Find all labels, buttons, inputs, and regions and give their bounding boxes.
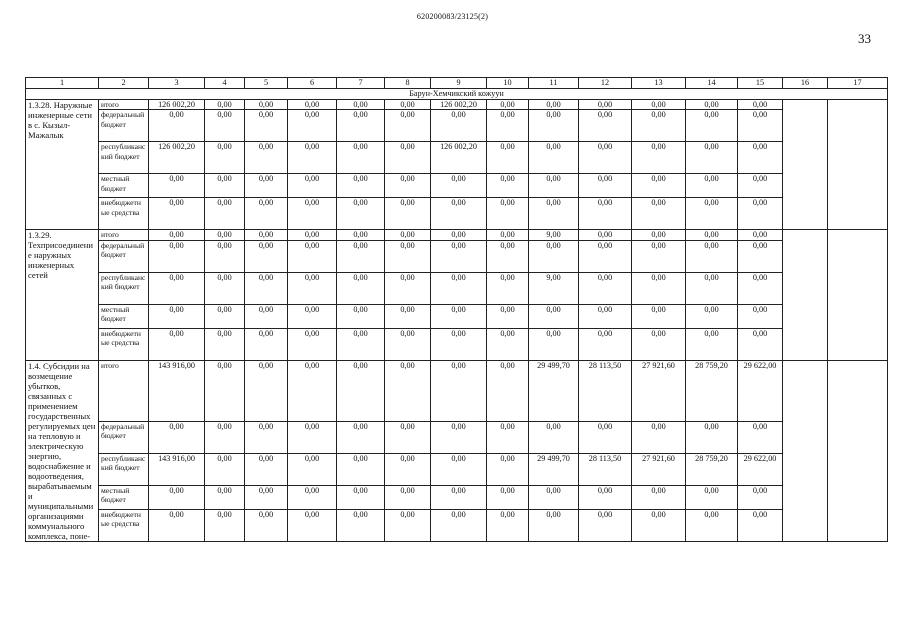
amount-cell: 0,00: [686, 240, 738, 272]
amount-cell: 0,00: [288, 360, 337, 421]
amount-cell: 0,00: [738, 230, 783, 240]
amount-cell: 0,00: [686, 421, 738, 453]
amount-cell: 0,00: [632, 110, 686, 142]
amount-cell: 0,00: [288, 485, 337, 509]
amount-cell: 0,00: [738, 100, 783, 110]
amount-cell: 0,00: [337, 142, 385, 174]
amount-cell: 0,00: [487, 142, 529, 174]
amount-cell: 143 916,00: [149, 360, 205, 421]
column-number-cell: 8: [385, 78, 431, 89]
amount-cell: 0,00: [487, 100, 529, 110]
funding-source: местный бюджет: [99, 304, 149, 328]
amount-cell: 0,00: [431, 509, 487, 541]
amount-cell: 126 002,20: [149, 142, 205, 174]
amount-cell: 28 113,50: [579, 360, 632, 421]
funding-source: федеральный бюджет: [99, 421, 149, 453]
amount-cell: 0,00: [431, 453, 487, 485]
amount-cell: 0,00: [431, 110, 487, 142]
amount-cell: 0,00: [385, 142, 431, 174]
amount-cell: 29 622,00: [738, 453, 783, 485]
amount-cell: 0,00: [487, 272, 529, 304]
table-body: [26, 78, 888, 542]
funding-source: местный бюджет: [99, 174, 149, 198]
amount-cell: 0,00: [738, 240, 783, 272]
amount-cell: 0,00: [632, 100, 686, 110]
amount-cell: 0,00: [632, 421, 686, 453]
amount-cell: 0,00: [487, 421, 529, 453]
amount-cell: 0,00: [579, 230, 632, 240]
amount-cell: 0,00: [579, 509, 632, 541]
column-number-cell: 7: [337, 78, 385, 89]
amount-cell: 0,00: [288, 509, 337, 541]
table-row: [26, 272, 888, 304]
amount-cell: 0,00: [529, 142, 579, 174]
column-number-cell: 6: [288, 78, 337, 89]
table-row: [26, 328, 888, 360]
column-number-row: [26, 78, 888, 89]
amount-cell: 0,00: [579, 142, 632, 174]
amount-cell: 0,00: [738, 509, 783, 541]
amount-cell: 0,00: [205, 421, 245, 453]
amount-cell: 0,00: [245, 485, 288, 509]
amount-cell: 0,00: [738, 198, 783, 230]
amount-cell: 0,00: [337, 110, 385, 142]
amount-cell: 0,00: [288, 272, 337, 304]
amount-cell: 0,00: [245, 174, 288, 198]
amount-cell: 0,00: [738, 110, 783, 142]
table-row: [26, 100, 888, 110]
amount-cell: 0,00: [431, 230, 487, 240]
amount-cell: 0,00: [529, 328, 579, 360]
amount-cell: 0,00: [205, 110, 245, 142]
amount-cell: 0,00: [385, 198, 431, 230]
amount-cell: 126 002,20: [149, 100, 205, 110]
amount-cell: 0,00: [487, 360, 529, 421]
amount-cell: 0,00: [738, 485, 783, 509]
amount-cell: 0,00: [205, 100, 245, 110]
amount-cell: 28 113,50: [579, 453, 632, 485]
amount-cell: 0,00: [529, 304, 579, 328]
amount-cell: 0,00: [579, 272, 632, 304]
column-number-cell: 4: [205, 78, 245, 89]
amount-cell: 0,00: [245, 100, 288, 110]
amount-cell: 0,00: [288, 198, 337, 230]
amount-cell: 126 002,20: [431, 100, 487, 110]
amount-cell: 0,00: [738, 421, 783, 453]
amount-cell: 0,00: [738, 328, 783, 360]
amount-cell: 0,00: [632, 230, 686, 240]
col17-cell: [828, 100, 888, 230]
funding-source: итого: [99, 230, 149, 240]
amount-cell: 0,00: [686, 230, 738, 240]
amount-cell: 0,00: [245, 509, 288, 541]
amount-cell: 0,00: [205, 198, 245, 230]
amount-cell: 0,00: [579, 198, 632, 230]
amount-cell: 0,00: [245, 421, 288, 453]
amount-cell: 0,00: [579, 100, 632, 110]
measure-name: 1.4. Субсидии на возмещение убытков, связанных с применением государственных регулируемых цен на тепловую и электрическую энергию, водоснабжение и водоотведения, вырабатываемыми муниципальными организациями коммунального комплекса, поне-: [26, 360, 99, 541]
amount-cell: 0,00: [337, 360, 385, 421]
amount-cell: 0,00: [738, 304, 783, 328]
amount-cell: 0,00: [579, 485, 632, 509]
amount-cell: 0,00: [686, 509, 738, 541]
column-number-cell: 11: [529, 78, 579, 89]
column-number-cell: 12: [579, 78, 632, 89]
amount-cell: 0,00: [149, 174, 205, 198]
amount-cell: 0,00: [487, 110, 529, 142]
column-number-cell: 5: [245, 78, 288, 89]
amount-cell: 0,00: [245, 272, 288, 304]
amount-cell: 0,00: [205, 328, 245, 360]
table-row: [26, 174, 888, 198]
amount-cell: 0,00: [431, 198, 487, 230]
table-row: [26, 230, 888, 240]
column-number-cell: 2: [99, 78, 149, 89]
amount-cell: 0,00: [686, 100, 738, 110]
amount-cell: 0,00: [579, 174, 632, 198]
amount-cell: 0,00: [487, 174, 529, 198]
amount-cell: 0,00: [579, 304, 632, 328]
amount-cell: 0,00: [686, 485, 738, 509]
page-number: 33: [858, 31, 871, 46]
amount-cell: 0,00: [385, 304, 431, 328]
amount-cell: 0,00: [529, 240, 579, 272]
amount-cell: 0,00: [686, 304, 738, 328]
amount-cell: 0,00: [385, 328, 431, 360]
amount-cell: 0,00: [385, 509, 431, 541]
amount-cell: 0,00: [205, 485, 245, 509]
amount-cell: 0,00: [632, 485, 686, 509]
amount-cell: 0,00: [205, 142, 245, 174]
amount-cell: 0,00: [487, 509, 529, 541]
amount-cell: 0,00: [245, 230, 288, 240]
amount-cell: 0,00: [288, 421, 337, 453]
amount-cell: 0,00: [738, 142, 783, 174]
measure-name: 1.3.29. Техприсоединение наружных инженерных сетей: [26, 230, 99, 360]
document-id: 620200083/23125(2): [416, 12, 489, 21]
amount-cell: 0,00: [385, 360, 431, 421]
amount-cell: 0,00: [337, 328, 385, 360]
amount-cell: 0,00: [288, 100, 337, 110]
amount-cell: 0,00: [205, 509, 245, 541]
amount-cell: 0,00: [632, 509, 686, 541]
amount-cell: 0,00: [385, 110, 431, 142]
amount-cell: 0,00: [579, 421, 632, 453]
amount-cell: 0,00: [205, 230, 245, 240]
amount-cell: 0,00: [529, 485, 579, 509]
region-row: [26, 89, 888, 100]
amount-cell: 0,00: [205, 360, 245, 421]
region-name: Барун-Хемчикский кожуун: [26, 89, 888, 100]
amount-cell: 0,00: [529, 174, 579, 198]
amount-cell: 0,00: [632, 142, 686, 174]
table-row: [26, 421, 888, 453]
amount-cell: 0,00: [431, 272, 487, 304]
amount-cell: 0,00: [431, 174, 487, 198]
amount-cell: 0,00: [149, 240, 205, 272]
funding-source: федеральный бюджет: [99, 240, 149, 272]
amount-cell: 0,00: [245, 142, 288, 174]
amount-cell: 0,00: [385, 230, 431, 240]
amount-cell: 0,00: [149, 230, 205, 240]
amount-cell: 0,00: [288, 230, 337, 240]
amount-cell: 0,00: [529, 100, 579, 110]
funding-source: внебюджетные средства: [99, 198, 149, 230]
amount-cell: 29 622,00: [738, 360, 783, 421]
amount-cell: 0,00: [579, 328, 632, 360]
amount-cell: 0,00: [686, 142, 738, 174]
col17-cell: [828, 360, 888, 541]
amount-cell: 0,00: [337, 100, 385, 110]
amount-cell: 0,00: [149, 198, 205, 230]
amount-cell: 29 499,70: [529, 360, 579, 421]
amount-cell: 0,00: [385, 421, 431, 453]
table-row: [26, 360, 888, 421]
amount-cell: 0,00: [149, 272, 205, 304]
funding-source: итого: [99, 100, 149, 110]
funding-source: республиканский бюджет: [99, 453, 149, 485]
amount-cell: 0,00: [632, 240, 686, 272]
amount-cell: 28 759,20: [686, 453, 738, 485]
table-row: [26, 304, 888, 328]
amount-cell: 0,00: [632, 272, 686, 304]
amount-cell: 0,00: [337, 453, 385, 485]
amount-cell: 0,00: [288, 240, 337, 272]
amount-cell: 0,00: [337, 230, 385, 240]
amount-cell: 0,00: [487, 240, 529, 272]
amount-cell: 0,00: [738, 174, 783, 198]
amount-cell: 28 759,20: [686, 360, 738, 421]
amount-cell: 0,00: [487, 198, 529, 230]
amount-cell: 0,00: [487, 453, 529, 485]
funding-source: федеральный бюджет: [99, 110, 149, 142]
amount-cell: 0,00: [431, 421, 487, 453]
amount-cell: 0,00: [245, 360, 288, 421]
amount-cell: 0,00: [245, 304, 288, 328]
column-number-cell: 1: [26, 78, 99, 89]
amount-cell: 0,00: [385, 100, 431, 110]
funding-source: местный бюджет: [99, 485, 149, 509]
amount-cell: 0,00: [686, 272, 738, 304]
column-number-cell: 3: [149, 78, 205, 89]
amount-cell: 0,00: [529, 421, 579, 453]
amount-cell: 0,00: [149, 509, 205, 541]
amount-cell: 0,00: [385, 174, 431, 198]
table-row: [26, 453, 888, 485]
amount-cell: 0,00: [288, 304, 337, 328]
amount-cell: 0,00: [431, 360, 487, 421]
amount-cell: 0,00: [385, 272, 431, 304]
column-number-cell: 13: [632, 78, 686, 89]
amount-cell: 27 921,60: [632, 360, 686, 421]
amount-cell: 0,00: [288, 174, 337, 198]
amount-cell: 0,00: [205, 174, 245, 198]
amount-cell: 0,00: [337, 198, 385, 230]
amount-cell: 29 499,70: [529, 453, 579, 485]
column-number-cell: 17: [828, 78, 888, 89]
table-row: [26, 485, 888, 509]
col16-cell: [783, 230, 828, 360]
amount-cell: 0,00: [487, 485, 529, 509]
amount-cell: 0,00: [288, 328, 337, 360]
funding-source: республиканский бюджет: [99, 272, 149, 304]
amount-cell: 0,00: [205, 453, 245, 485]
amount-cell: 0,00: [149, 485, 205, 509]
amount-cell: 0,00: [431, 328, 487, 360]
amount-cell: 0,00: [487, 304, 529, 328]
amount-cell: 0,00: [245, 240, 288, 272]
table-row: [26, 110, 888, 142]
table-row: [26, 509, 888, 541]
amount-cell: 0,00: [337, 304, 385, 328]
amount-cell: 9,00: [529, 272, 579, 304]
amount-cell: 0,00: [245, 198, 288, 230]
amount-cell: 0,00: [632, 304, 686, 328]
amount-cell: 0,00: [337, 421, 385, 453]
amount-cell: 0,00: [149, 328, 205, 360]
amount-cell: 0,00: [579, 110, 632, 142]
amount-cell: 0,00: [529, 110, 579, 142]
amount-cell: 0,00: [288, 110, 337, 142]
budget-table: [25, 77, 888, 542]
col16-cell: [783, 360, 828, 541]
measure-name: 1.3.28. Наружные инженерные сети в с. Кызыл-Мажалык: [26, 100, 99, 230]
table-row: [26, 198, 888, 230]
funding-source: внебюджетные средства: [99, 509, 149, 541]
amount-cell: 0,00: [385, 240, 431, 272]
amount-cell: 0,00: [686, 198, 738, 230]
amount-cell: 0,00: [632, 174, 686, 198]
amount-cell: 0,00: [579, 240, 632, 272]
col16-cell: [783, 100, 828, 230]
amount-cell: 0,00: [205, 304, 245, 328]
amount-cell: 0,00: [149, 304, 205, 328]
amount-cell: 0,00: [288, 453, 337, 485]
amount-cell: 0,00: [738, 272, 783, 304]
amount-cell: 0,00: [385, 485, 431, 509]
amount-cell: 0,00: [337, 240, 385, 272]
amount-cell: 126 002,20: [431, 142, 487, 174]
amount-cell: 0,00: [487, 230, 529, 240]
amount-cell: 0,00: [385, 453, 431, 485]
amount-cell: 0,00: [529, 509, 579, 541]
funding-source: внебюджетные средства: [99, 328, 149, 360]
amount-cell: 0,00: [288, 142, 337, 174]
amount-cell: 27 921,60: [632, 453, 686, 485]
funding-source: республиканский бюджет: [99, 142, 149, 174]
amount-cell: 0,00: [149, 110, 205, 142]
amount-cell: 0,00: [431, 304, 487, 328]
amount-cell: 9,00: [529, 230, 579, 240]
funding-source: итого: [99, 360, 149, 421]
amount-cell: 143 916,00: [149, 453, 205, 485]
amount-cell: 0,00: [431, 485, 487, 509]
amount-cell: 0,00: [337, 485, 385, 509]
table-row: [26, 240, 888, 272]
amount-cell: 0,00: [632, 198, 686, 230]
amount-cell: 0,00: [632, 328, 686, 360]
table-row: [26, 142, 888, 174]
amount-cell: 0,00: [686, 110, 738, 142]
amount-cell: 0,00: [337, 272, 385, 304]
amount-cell: 0,00: [487, 328, 529, 360]
column-number-cell: 10: [487, 78, 529, 89]
amount-cell: 0,00: [245, 110, 288, 142]
amount-cell: 0,00: [149, 421, 205, 453]
amount-cell: 0,00: [205, 272, 245, 304]
amount-cell: 0,00: [245, 328, 288, 360]
amount-cell: 0,00: [686, 174, 738, 198]
amount-cell: 0,00: [529, 198, 579, 230]
column-number-cell: 14: [686, 78, 738, 89]
col17-cell: [828, 230, 888, 360]
column-number-cell: 15: [738, 78, 783, 89]
column-number-cell: 9: [431, 78, 487, 89]
amount-cell: 0,00: [337, 174, 385, 198]
amount-cell: 0,00: [686, 328, 738, 360]
amount-cell: 0,00: [205, 240, 245, 272]
amount-cell: 0,00: [431, 240, 487, 272]
amount-cell: 0,00: [337, 509, 385, 541]
amount-cell: 0,00: [245, 453, 288, 485]
column-number-cell: 16: [783, 78, 828, 89]
